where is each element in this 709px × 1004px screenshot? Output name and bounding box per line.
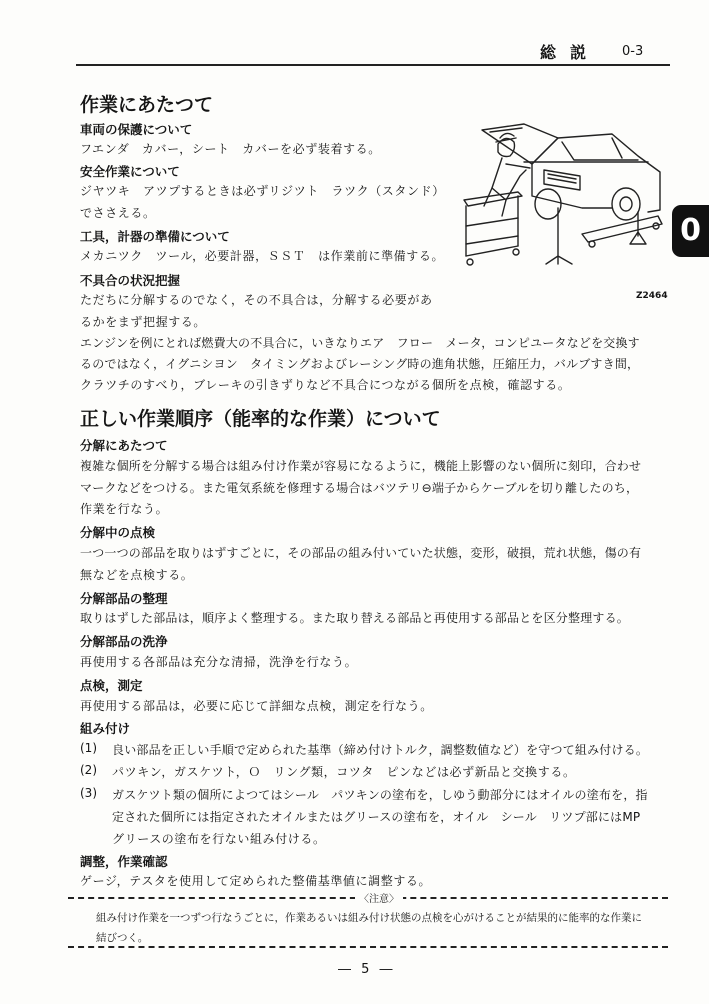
section1-sub2-heading: 安全作業について (80, 164, 180, 179)
assembly-item-1-line-1: 良い部品を正しい手順で定められた基準（締め付けトルク，調整数値など）を守つて組み付ける。 (112, 743, 649, 757)
assembly-item-2-number: (2) (80, 763, 97, 777)
section2-sub1-line-3: 作業を行なう。 (80, 502, 169, 516)
section1-sub2-line-1: ジヤツキ アツプするときは必ずリジツト ラツク（スタンド） (80, 184, 445, 198)
section1-sub4-heading: 不具合の状況把握 (80, 273, 181, 288)
section1-sub4-line-1: ただちに分解するのでなく，その不具合は，分解する必要があ (80, 293, 433, 307)
section2-sub2-heading: 分解中の点検 (80, 525, 156, 540)
section1-sub1-heading: 車両の保護について (80, 122, 193, 137)
section1-sub2-line-2: でささえる。 (80, 206, 156, 220)
section1-sub4-line-3: エンジンを例にとれば燃費大の不具合に，いきなりエア フロー メータ，コンピユータなどを交換す (80, 336, 640, 350)
section2-sub1-line-1: 複雑な個所を分解する場合は組み付け作業が容易になるように，機能上影響のない個所に刻印，合わせ (80, 459, 642, 473)
figure-caption: Z2464 (636, 291, 668, 301)
section2-sub7-heading: 調整，作業確認 (80, 854, 168, 869)
section2-sub5-heading: 点検，測定 (80, 678, 143, 693)
note-title: 〈注意〉 (355, 890, 403, 905)
section1-sub3-heading: 工具，計器の準備について (80, 229, 230, 244)
chapter-tab: 0 (672, 205, 709, 257)
section2-sub2-line-2: 無などを点検する。 (80, 568, 194, 582)
assembly-item-2-line-1: パツキン，ガスケツト，Ｏ リング類，コツタ ピンなどは必ず新品と交換する。 (112, 765, 576, 779)
section2-sub5-line-1: 再使用する部品は，必要に応じて詳細な点検，測定を行なう。 (80, 699, 433, 713)
note-bottom-rule (68, 946, 668, 948)
assembly-item-3-line-3: グリースの塗布を行ない組み付ける。 (112, 832, 326, 846)
section2-sub2-line-1: 一つ一つの部品を取りはずすごとに，その部品の組み付いていた状態，変形，破損，荒れ状態，傷の有 (80, 546, 642, 560)
assembly-item-3-line-1: ガスケツト類の個所によつてはシール パツキンの塗布を，しゆう動部分にはオイルの塗布を，指 (112, 788, 648, 802)
section1-sub4-line-5: クラツチのすべり，ブレーキの引きずりなど不具合につながる個所を点検，確認する。 (80, 378, 571, 392)
section2-sub4-heading: 分解部品の洗浄 (80, 634, 168, 649)
note-line-2: 結びつく。 (96, 932, 149, 944)
section2-sub3-line-1: 取りはずした部品は，順序よく整理する。また取り替える部品と再使用する部品とを区分整理する。 (80, 611, 630, 625)
section2-sub6-heading: 組み付け (80, 721, 131, 736)
section2-title: 正しい作業順序（能率的な作業）について (80, 408, 441, 430)
section2-sub1-heading: 分解にあたつて (80, 438, 168, 453)
header-rule (76, 64, 670, 66)
section2-sub7-line-1: ゲージ，テスタを使用して定められた整備基準値に調整する。 (80, 874, 432, 888)
section2-sub1-line-2: マークなどをつける。また電気系統を修理する場合はバツテリ⊖端子からケーブルを切り離したのち， (80, 481, 639, 495)
section1-title: 作業にあたつて (80, 94, 214, 116)
section2-sub4-line-1: 再使用する各部品は充分な清掃，洗浄を行なう。 (80, 655, 358, 669)
header-page-number: 0-3 (622, 44, 644, 59)
header-title: 総説 (540, 43, 601, 62)
section1-sub1-line-1: フエンダ カバー，シート カバーを必ず装着する。 (80, 142, 381, 156)
section1-sub4-line-2: るかをまず把握する。 (80, 315, 207, 329)
mechanic-car-illustration (462, 116, 668, 274)
assembly-item-3-line-2: 定された個所には指定されたオイルまたはグリースの塗布を，オイル シール リツプ部にはMP (112, 810, 641, 824)
assembly-item-1-number: (1) (80, 741, 97, 755)
assembly-item-3-number: (3) (80, 786, 97, 800)
section2-sub3-heading: 分解部品の整理 (80, 591, 168, 606)
note-line-1: 組み付け作業を一つずつ行なうごとに，作業あるいは組み付け状態の点検を心がけることが結果的に能率的な作業に (96, 912, 642, 924)
section1-sub4-line-4: るのではなく，イグニシヨン タイミングおよびレーシング時の進角状態，圧縮圧力，バルブすき間， (80, 357, 640, 371)
footer-page-number: ― 5 ― (338, 962, 396, 977)
section1-sub3-line-1: メカニツク ツール，必要計器，ＳＳＴ は作業前に準備する。 (80, 249, 445, 263)
